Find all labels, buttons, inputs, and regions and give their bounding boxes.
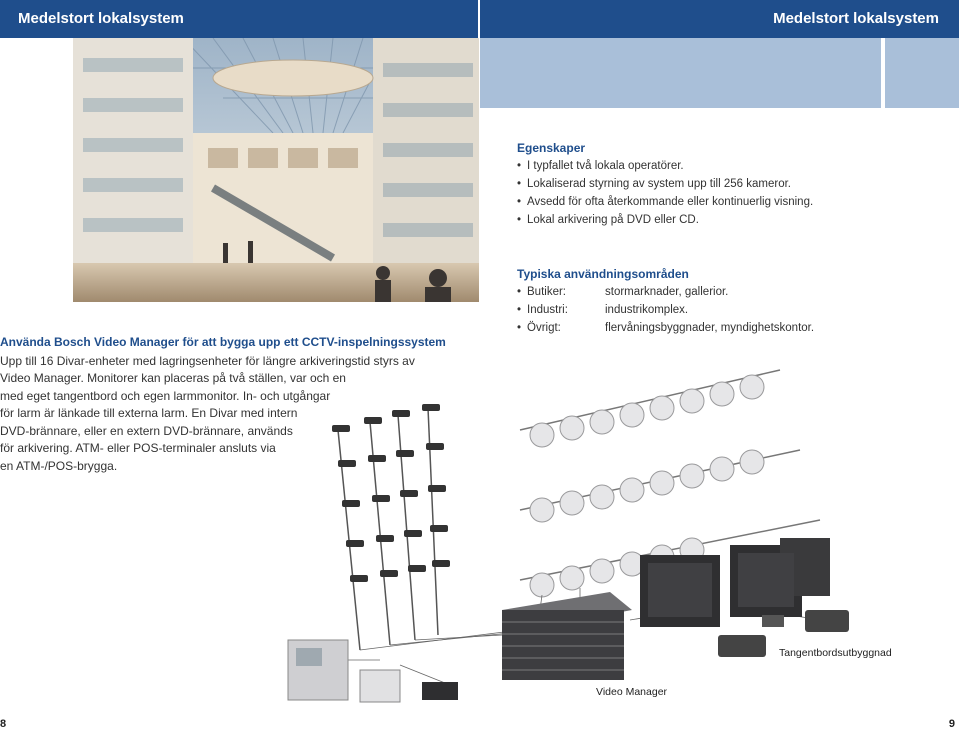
usage-label: Industri:	[527, 304, 568, 316]
body-line: för larm är länkade till externa larm. En Divar med intern	[0, 406, 298, 420]
usage-value: flervåningsbyggnader, myndighetskontor.	[605, 322, 815, 334]
page-number-right: 9	[948, 718, 955, 730]
usage-list	[517, 283, 814, 337]
left-page-title: Medelstort lokalsystem	[18, 10, 184, 27]
body-line: en ATM-/POS-brygga.	[0, 458, 118, 473]
mall-photo-illustration	[73, 38, 479, 302]
features-list	[517, 157, 813, 229]
header-decor-band-small	[885, 38, 959, 108]
usage-value: industrikomplex.	[605, 304, 689, 316]
video-manager-rack	[502, 592, 632, 680]
usage-label: Butiker:	[527, 286, 566, 298]
feature-item: • Avsedd för ofta återkommande eller kontinuerlig visning.	[517, 193, 813, 211]
usage-item	[517, 301, 814, 319]
feature-item: • Lokaliserad styrning av system upp till 256 kameror.	[517, 175, 813, 193]
features-title: Egenskaper	[517, 141, 586, 155]
body-line: Upp till 16 Divar-enheter med lagringsenheter för längre arkiveringstid styrs av	[0, 353, 415, 368]
usage-value: stormarknader, gallerior.	[605, 286, 729, 298]
usage-item	[517, 319, 814, 337]
header-divider	[478, 0, 480, 38]
body-line: Video Manager. Monitorer kan placeras på två ställen, var och en	[0, 371, 346, 385]
usage-label: Övrigt:	[527, 322, 561, 334]
header-decor-band	[480, 38, 881, 108]
right-page-title: Medelstort lokalsystem	[773, 10, 939, 27]
camera-poles	[338, 408, 438, 650]
body-line: för arkivering. ATM- eller POS-terminaler ansluts via	[0, 441, 276, 455]
body-title: Använda Bosch Video Manager för att bygga upp ett CCTV-inspelningssystem	[0, 335, 446, 349]
usage-title: Typiska användningsområden	[517, 267, 689, 281]
keyboard-extension-label: Tangentbordsutbyggnad	[779, 647, 892, 659]
usage-item	[517, 283, 814, 301]
video-manager-label: Video Manager	[596, 686, 668, 698]
feature-item: • I typfallet två lokala operatörer.	[517, 157, 813, 175]
body-line: DVD-brännare, eller en extern DVD-brännare, används	[0, 423, 293, 438]
mall-photo	[73, 38, 479, 302]
feature-item: • Lokal arkivering på DVD eller CD.	[517, 211, 813, 229]
body-line: med eget tangentbord och egen larmmonitor. In- och utgångar	[0, 388, 331, 403]
page-number-left: 8	[0, 718, 7, 730]
atm-pos-terminals	[288, 640, 458, 702]
